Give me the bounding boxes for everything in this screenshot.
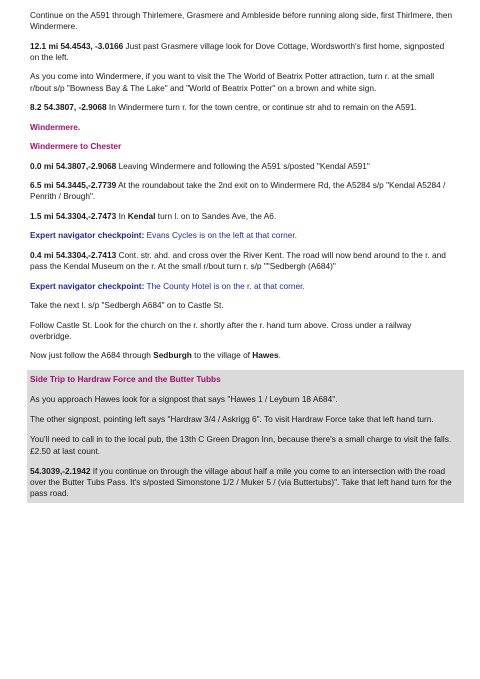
paragraph-dove-cottage: 12.1 mi 54.4543, -3.0166 Just past Grasmere village look for Dove Cottage, Wordsworth's first home, signposted on the left. bbox=[30, 40, 445, 62]
paragraph-a591: Continue on the A591 through Thirlemere, Grasmere and Ambleside before running along side, first Thirlmere, then Windermere. bbox=[30, 10, 453, 32]
paragraph-river-kent: 0.4 mi 54.3304,-2.7413 Cont. str. ahd. and cross over the River Kent. The road will now bend around to the r. and pass the Kendal Museum on the r. At the small r/bout turn r. s/p ""Sedbergh (A684)" bbox=[30, 249, 446, 272]
paragraph-roundabout: 6.5 mi 54.3445,-2.7739 At the roundabout take the 2nd exit on to Windermere Rd, the A5284 s/p "Kendal A5284 / Penrith / Brough". bbox=[30, 180, 446, 202]
coordinate: 0.0 mi 54.3807,-2.9068 bbox=[30, 160, 117, 171]
coordinate: 8.2 54.3807, -2.9068 bbox=[30, 102, 107, 113]
side-trip-box bbox=[27, 370, 464, 504]
paragraph-church: Follow Castle St. Look for the church on the r. shortly after the r. hand turn above. Cross under a railway overbridge. bbox=[30, 319, 412, 341]
paragraph-kendal: 1.5 mi 54.3304,-2.7473 In Kendal turn l. on to Sandes Ave, the A6. bbox=[30, 210, 277, 221]
side-trip-paragraph: You'll need to call in to the local pub, the 13th C Green Dragon Inn, because there's a small charge to visit the falls. £2.50 at last count. bbox=[30, 434, 452, 456]
side-trip-paragraph: The other signpost, pointing left says "Hardraw 3/4 / Askrigg 6". To visit Hardraw Force take that left hand turn. bbox=[30, 414, 434, 425]
paragraph-hawes: Now just follow the A684 through Sedburgh to the village of Hawes. bbox=[30, 350, 281, 361]
navigator-checkpoint-1: Expert navigator checkpoint: Evans Cycles is on the left at that corner. bbox=[30, 230, 297, 241]
coordinate: 0.4 mi 54.3304,-2.7413 bbox=[30, 249, 117, 260]
paragraph-castle-st: Take the next l. s/p "Sedbergh A684" on to Castle St. bbox=[30, 300, 224, 311]
side-trip-paragraph: 54.3039,-2.1942 If you continue on through the village about half a mile you come to an intersection with the road over the Butter Tubs Pass. It's s/posted Simonstone 1/2 / Muker 5 / (via Buttertubs)". Take that left hand turn for the pass road. bbox=[30, 465, 452, 499]
document-body bbox=[30, 10, 455, 503]
paragraph-leaving-windermere: 0.0 mi 54.3807,-2.9068 Leaving Windermere and following the A591 s/posted "Kendal A591" bbox=[30, 160, 370, 171]
side-trip-heading: Side Trip to Hardraw Force and the Butter Tubbs bbox=[30, 373, 221, 384]
coordinate: 6.5 mi 54.3445,-2.7739 bbox=[30, 180, 117, 191]
paragraph-windermere-turn: 8.2 54.3807, -2.9068 In Windermere turn r. for the town centre, or continue str ahd to remain on the A591. bbox=[30, 102, 417, 113]
paragraph-beatrix-potter: As you come into Windermere, if you want to visit the The World of Beatrix Potter attraction, turn r. at the small r/bout s/p "Bowness Bay & The Lake" and "World of Beatrix Potter" on a brown and white sign. bbox=[30, 71, 435, 93]
coordinate: 12.1 mi 54.4543, -3.0166 bbox=[30, 40, 124, 51]
navigator-checkpoint-2: Expert navigator checkpoint: The County Hotel is on the r. at that corner. bbox=[30, 280, 305, 291]
coordinate: 1.5 mi 54.3304,-2.7473 bbox=[30, 210, 117, 221]
side-trip-paragraph: As you approach Hawes look for a signpost that says "Hawes 1 / Leyburn 18 A684". bbox=[30, 393, 338, 404]
heading-route: Windermere to Chester bbox=[30, 141, 122, 152]
heading-windermere: Windermere. bbox=[30, 121, 81, 132]
coordinate: 54.3039,-2.1942 bbox=[30, 465, 91, 476]
